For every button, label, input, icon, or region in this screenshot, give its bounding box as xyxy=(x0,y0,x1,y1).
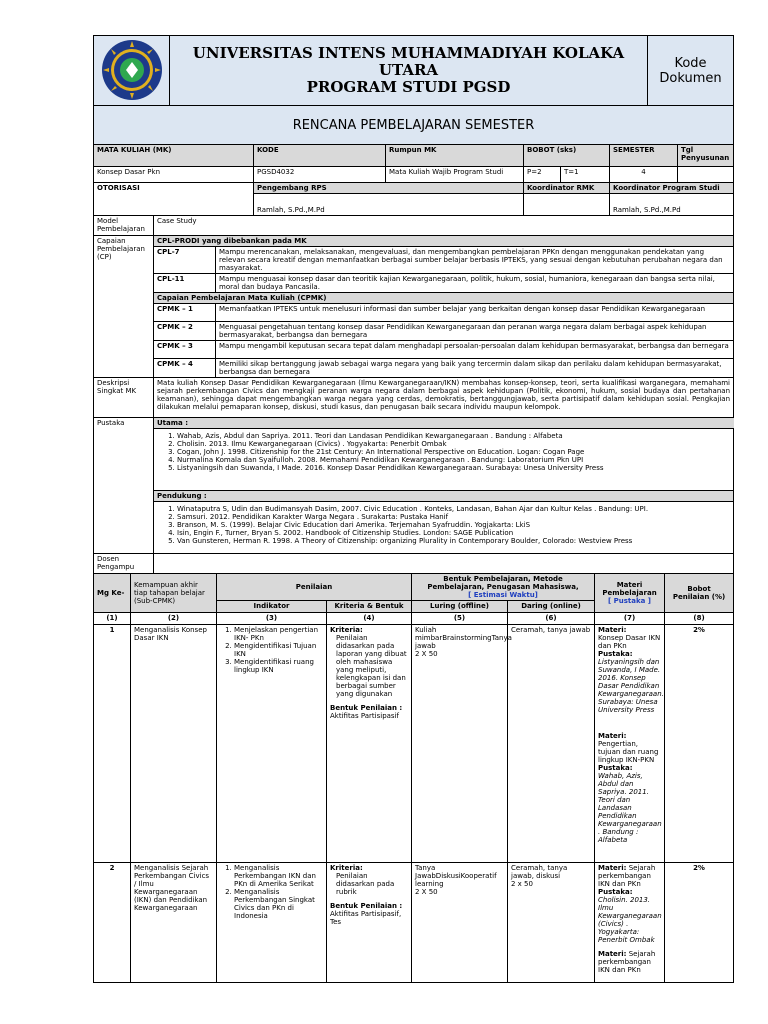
bobot-t: T=1 xyxy=(561,167,610,183)
kriteria-text: Penilaian didasarkan pada laporan yang dibuat oleh mahasiswa yang meliputi, kelengkapan isi dan berbagai sumber yang digunakan xyxy=(336,634,407,698)
university-name: UNIVERSITAS INTENS MUHAMMADIYAH KOLAKA UTARA xyxy=(192,44,625,79)
pustaka-label: Pustaka: xyxy=(598,888,633,896)
luring-cell xyxy=(412,625,512,863)
materi-label: Materi: xyxy=(598,732,627,740)
kriteria-text: Penilaian didasarkan pada rubrik xyxy=(336,872,395,896)
pustaka-pendukung-item: 5. Van Gunsteren, Herman R. 1998. A Theory of Citizenship: organizing Plurality in Contemporary Boulder, Colorado: Westview Press xyxy=(177,537,730,545)
course-info-table xyxy=(93,144,734,216)
col-num: (6) xyxy=(508,613,595,625)
col-num: (3) xyxy=(217,613,327,625)
bentuk-penilaian-text: Aktifitas Partisipasif xyxy=(330,712,399,720)
luring-header: Luring (offline) xyxy=(412,601,508,613)
daring-text: Ceramah, tanya jawab, diskusi xyxy=(511,864,568,880)
materi-label: Materi: xyxy=(598,950,627,958)
luring-time: 2 X 50 xyxy=(415,650,438,658)
bobot-value: 2% xyxy=(665,863,734,983)
materi-text: Sejarah perkembangan IKN dan PKn xyxy=(598,950,656,974)
bentuk-penilaian-label: Bentuk Penilaian : xyxy=(330,902,403,910)
daring-text: Ceramah, tanya jawab xyxy=(511,626,591,634)
bobot-value: 2% xyxy=(665,625,734,863)
kriteria-label: Kriteria: xyxy=(330,864,363,872)
luring-text: Kuliah mimbarBrainstormingTanya jawab xyxy=(415,626,512,650)
daring-time: 2 x 50 xyxy=(511,880,533,888)
capaian-table xyxy=(93,215,734,574)
model-label: Model Pembelajaran xyxy=(94,216,154,236)
rps-document xyxy=(93,35,733,983)
cpmk-code: CPMK – 4 xyxy=(154,359,216,378)
week-number: 2 xyxy=(94,863,131,983)
pustaka-pendukung-item: 2. Samsuri. 2012. Pendidikan Karakter Warga Negara . Surakarta: Pustaka Hanif xyxy=(177,513,730,521)
deskripsi-label: Deskripsi Singkat MK xyxy=(94,378,154,418)
kemampuan-text: Menganalisis Konsep Dasar IKN xyxy=(131,625,217,863)
indikator-item: 1. Menjelaskan pengertian IKN- PKn xyxy=(234,626,323,642)
koordinator-rmk-label: Koordinator RMK xyxy=(524,183,609,194)
logo-cell xyxy=(94,36,170,106)
bentuk-header-text: Bentuk Pembelajaran, Metode Pembelajaran, Penugasan Mahasiswa, xyxy=(427,575,579,591)
indikator-cell xyxy=(217,625,327,863)
cpmk-text: Mampu mengambil keputusan secara tepat dalam menghadapi persoalan-persoalan dalam kehidupan bermasyarakat, berbangsa dan bernegara xyxy=(216,341,734,359)
document-title: RENCANA PEMBELAJARAN SEMESTER xyxy=(292,117,535,133)
rumpun-label: Rumpun MK xyxy=(386,145,524,167)
indikator-item: 2. Menganalisis Perkembangan Singkat Civics dan PKn di Indonesia xyxy=(234,888,323,920)
dosen-value xyxy=(154,554,734,574)
pustaka-label: Pustaka xyxy=(94,418,154,554)
otorisasi-label: OTORISASI xyxy=(94,183,254,216)
pustaka-utama-item: 1. Wahab, Azis, Abdul dan Sapriya. 2011. Teori dan Landasan Pendidikan Kewarganegaraan . Bandung : Alfabeta xyxy=(177,432,730,440)
model-value: Case Study xyxy=(154,216,734,236)
pustaka-tag-header: [ Pustaka ] xyxy=(608,597,652,605)
bobot-p: P=2 xyxy=(524,167,561,183)
pustaka-utama-item: 5. Listyaningsih dan Suwanda, I Made. 2016. Konsep Dasar Pendidikan Kewarganegaraan. Surabaya: Unesa University Press xyxy=(177,464,730,472)
pustaka-label: Pustaka: xyxy=(598,650,633,658)
semester-label: SEMESTER xyxy=(610,145,678,167)
mk-label: MATA KULIAH (MK) xyxy=(94,145,254,167)
pustaka-utama-item: 3. Cogan, John J. 1998. Citizenship for the 21st Century: An International Perspective on Education. Logan: Cogan Page xyxy=(177,448,730,456)
col-num: (1) xyxy=(94,613,131,625)
university-seal-logo xyxy=(100,38,164,102)
col-num: (4) xyxy=(327,613,412,625)
bentuk-penilaian-text: Aktifitas Partisipasif, Tes xyxy=(330,910,402,926)
pustaka-pendukung-item: 1. Winataputra S, Udin dan Budimansyah Dasim, 2007. Civic Education . Konteks, Landasan, Bahan Ajar dan Kultur Kelas . Bandung: UPI. xyxy=(177,505,730,513)
penilaian-header: Penilaian xyxy=(217,574,412,601)
capaian-label: Capaian Pembelajaran (CP) xyxy=(94,236,154,378)
pustaka-utama-label: Utama : xyxy=(154,418,734,429)
pustaka-pendukung-label: Pendukung : xyxy=(154,491,734,502)
kriteria-cell xyxy=(327,625,412,863)
pustaka-utama-list xyxy=(154,429,734,491)
pustaka-text: Cholisin. 2013. Ilmu Kewarganegaraan (Civics) . Yogyakarta: Penerbit Ombak xyxy=(598,896,662,944)
tgl-value xyxy=(678,167,734,183)
kemampuan-header: Kemampuan akhir tiap tahapan belajar (Sub-CPMK) xyxy=(131,574,217,613)
pustaka-utama-item: 2. Cholisin. 2013. Ilmu Kewarganegaraan (Civics) . Yogyakarta: Penerbit Ombak xyxy=(177,440,730,448)
cpmk-code: CPMK – 3 xyxy=(154,341,216,359)
koordinator-rmk-value xyxy=(524,194,609,207)
cpl-text: Mampu menguasai konsep dasar dan teoritik kajian Kewarganegaraan, politik, hukum, sosial, humaniora, kenegaraan dan bangsa serta nilai, moral dan budaya Pancasila. xyxy=(216,274,734,293)
daring-cell xyxy=(508,625,595,863)
indikator-item: 1. Menganalisis Perkembangan IKN dan PKn di Amerika Serikat xyxy=(234,864,323,888)
koordinator-prodi-label: Koordinator Program Studi xyxy=(610,183,733,194)
luring-time: 2 X 50 xyxy=(415,888,438,896)
course-name: Konsep Dasar Pkn xyxy=(94,167,254,183)
deskripsi-text: Mata kuliah Konsep Dasar Pendidikan Kewarganegaraan (Ilmu Kewarganegaraan/IKN) membahas konsep-konsep, teori, serta kualifikasi warganegara, memahami sejarah perkembangan Civics dan mengkaji peranan warga negara dalam berbagai aspek kehidupan (Politik, ekonomi, hukum, sosial budaya dan pertahanan keamanan), sehingga dapat mengembangkan warga negara yang cerdas, demokratis, bertanggungjawab, serta partisipatif dalam kehidupan sosial. Pengkajian dilakukan melalui pemaparan konsep, diskusi, studi kasus, dan penugasan baik secara individu maupun kelompok. xyxy=(154,378,734,418)
mg-header: Mg Ke- xyxy=(94,574,131,613)
luring-text: Tanya JawabDiskusiKooperatif learning xyxy=(415,864,497,888)
col-num: (8) xyxy=(665,613,734,625)
materi-header xyxy=(595,574,665,613)
pustaka-pendukung-item: 3. Branson, M. S. (1999). Belajar Civic Education dari Amerika. Terjemahan Syafruddin. Yogjakarta: LkiS xyxy=(177,521,730,529)
course-rumpun: Mata Kuliah Wajib Program Studi xyxy=(386,167,524,183)
cpl-code: CPL-11 xyxy=(154,274,216,293)
kode-dokumen-label: Kode Dokumen xyxy=(659,55,722,86)
semester-value: 4 xyxy=(610,167,678,183)
pengembang-label: Pengembang RPS xyxy=(254,183,523,194)
pustaka-label: Pustaka: xyxy=(598,764,633,772)
week-number: 1 xyxy=(94,625,131,863)
weekly-plan-table xyxy=(93,573,734,983)
materi-header-text: Materi Pembelajaran xyxy=(602,581,657,597)
pustaka-pendukung-list xyxy=(154,502,734,554)
luring-cell xyxy=(412,863,508,983)
pustaka-pendukung-item: 4. Isin, Engin F., Turner, Bryan S. 2002. Handbook of Citizenship Studies. London: SAGE Publication xyxy=(177,529,730,537)
pustaka-utama-item: 4. Nurmalina Komala dan Syaifulloh. 2008. Memahami Pendidikan Kewarganegaraan . Bandung: Laboratorium Pkn UPI xyxy=(177,456,730,464)
indikator-item: 3. Mengidentifikasi ruang lingkup IKN xyxy=(234,658,323,674)
koordinator-prodi-value: Ramlah, S.Pd.,M.Pd xyxy=(613,206,681,214)
indikator-cell xyxy=(217,863,327,983)
materi-label: Materi: xyxy=(598,864,627,872)
estimasi-header: [ Estimasi Waktu] xyxy=(468,591,538,599)
cpmk-text: Memiliki sikap bertanggung jawab sebagai warga negara yang baik yang tercermin dalam sikap dan perilaku dalam kehidupan bermasyarakat, berbangsa dan bernegara xyxy=(216,359,734,378)
course-code: PGSD4032 xyxy=(254,167,386,183)
cpmk-text: Memanfaatkan IPTEKS untuk menelusuri informasi dan sumber belajar yang berkaitan dengan konsep dasar Pendidikan Kewarganegaraan xyxy=(216,304,734,322)
cpl-title: CPL-PRODI yang dibebankan pada MK xyxy=(154,236,734,247)
materi-text: Konsep Dasar IKN dan PKn xyxy=(598,634,661,650)
materi-cell xyxy=(595,863,665,983)
indikator-item: 2. Mengidentifikasi Tujuan IKN xyxy=(234,642,323,658)
indikator-header: Indikator xyxy=(217,601,327,613)
tgl-label: Tgl Penyusunan xyxy=(678,145,734,167)
kemampuan-text: Menganalisis Sejarah Perkembangan Civics / Ilmu Kewarganegaraan (IKN) dan Pendidikan Kewarganegaraan xyxy=(131,863,217,983)
materi-cell xyxy=(595,625,665,863)
cpl-text: Mampu merencanakan, melaksanakan, mengevaluasi, dan mengembangkan pembelajaran PPKn dengan menggunakan pendekatan yang relevan secara kreatif dengan memanfaatkan berbagai sumber belajar berbasis IPTEKS, yang sesuai dengan kebutuhan perubahan negara dan masyarakat. xyxy=(216,247,734,274)
bobot-header: Bobot Penilaian (%) xyxy=(665,574,734,613)
bentuk-header xyxy=(412,574,595,601)
pustaka-text: Listyaningsih dan Suwanda, I Made. 2016. Konsep Dasar Pendidikan Kewarganegaraan. Surabaya: Unesa University Press xyxy=(598,658,664,714)
cpl-code: CPL-7 xyxy=(154,247,216,274)
cpmk-code: CPMK – 1 xyxy=(154,304,216,322)
col-num: (5) xyxy=(412,613,508,625)
header-table xyxy=(93,35,734,145)
kriteria-label: Kriteria: xyxy=(330,626,363,634)
dosen-label: Dosen Pengampu xyxy=(94,554,154,574)
materi-text: Sejarah perkembangan IKN dan PKn xyxy=(598,864,656,888)
daring-header: Daring (online) xyxy=(508,601,595,613)
daring-cell xyxy=(508,863,595,983)
cpmk-code: CPMK – 2 xyxy=(154,322,216,341)
bentuk-penilaian-label: Bentuk Penilaian : xyxy=(330,704,403,712)
pustaka-text: Wahab, Azis, Abdul dan Sapriya. 2011. Teori dan Landasan Pendidikan Kewarganegaraan . Bandung : Alfabeta xyxy=(598,772,662,844)
pengembang-value: Ramlah, S.Pd.,M.Pd xyxy=(257,206,325,214)
cpmk-title: Capaian Pembelajaran Mata Kuliah (CPMK) xyxy=(154,293,734,304)
kriteria-cell xyxy=(327,863,412,983)
materi-label: Materi: xyxy=(598,626,627,634)
kode-label: KODE xyxy=(254,145,386,167)
program-name: PROGRAM STUDI PGSD xyxy=(306,78,511,96)
col-num: (7) xyxy=(595,613,665,625)
col-num: (2) xyxy=(131,613,217,625)
cpmk-text: Menguasai pengetahuan tentang konsep dasar Pendidikan Kewarganegaraan dan peranan warga negara dalam berbagai aspek kehidupan bermasyarakat, berbangsa dan bernegara xyxy=(216,322,734,341)
kriteria-header: Kriteria & Bentuk xyxy=(327,601,412,613)
bobot-label: BOBOT (sks) xyxy=(524,145,610,167)
materi-text: Pengertian, tujuan dan ruang lingkup IKN-PKN xyxy=(598,740,659,764)
